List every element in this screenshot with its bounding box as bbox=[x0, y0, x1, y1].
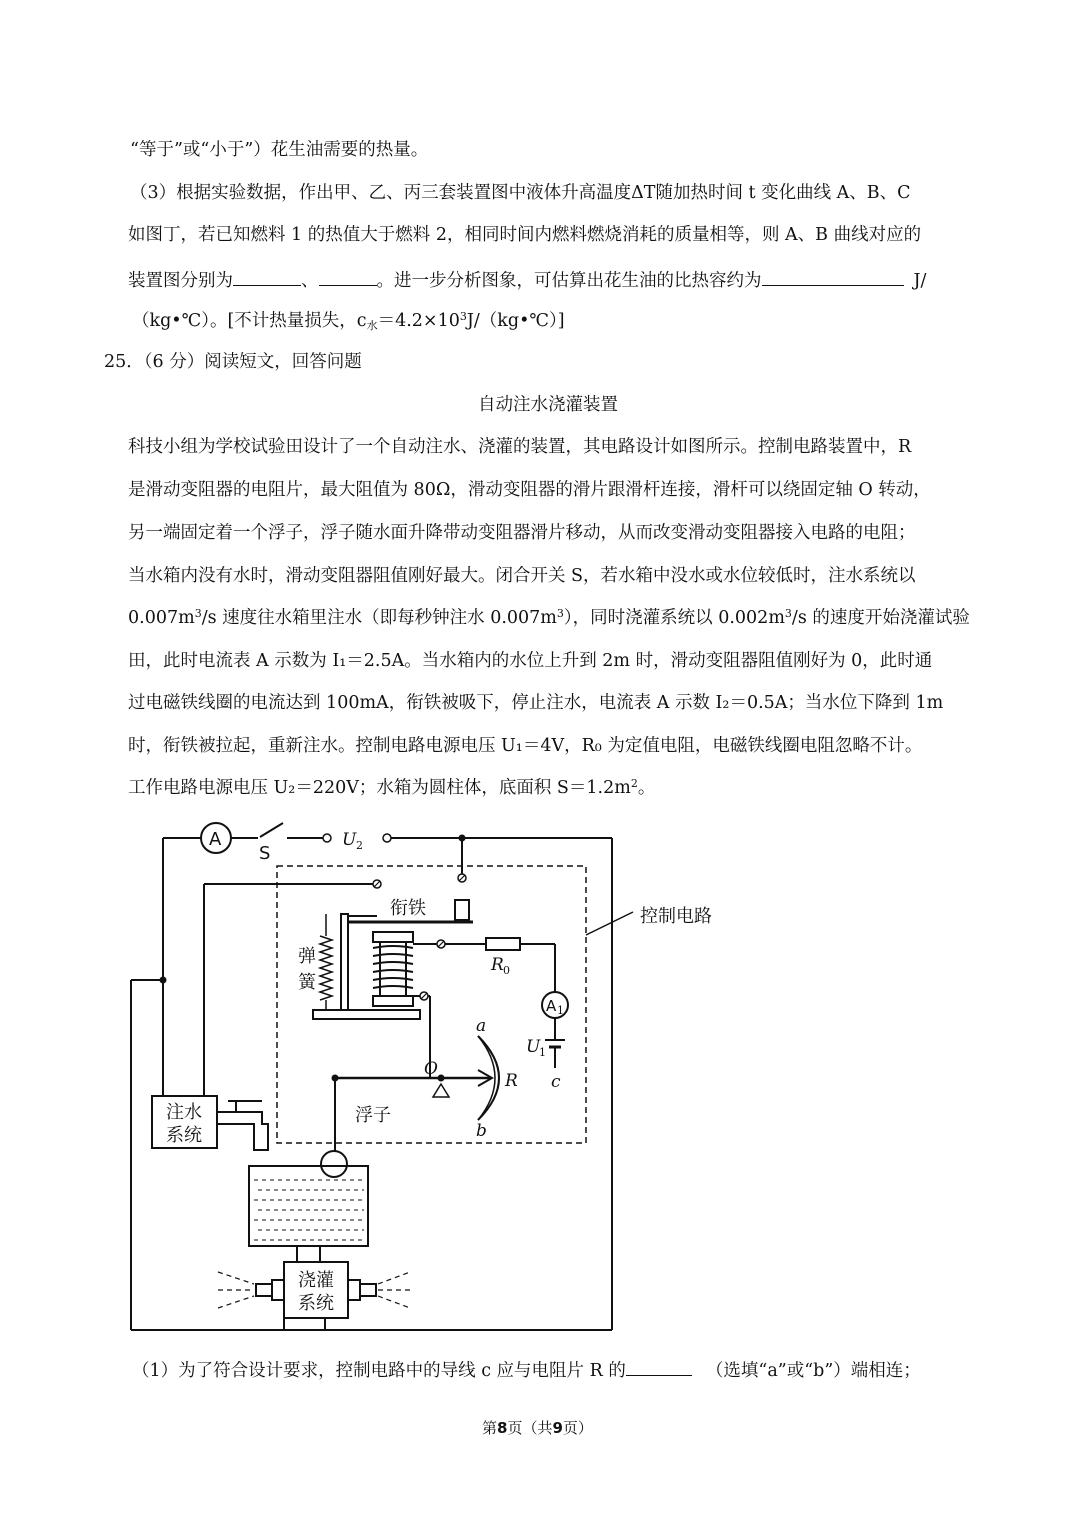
spring-coil bbox=[320, 936, 332, 1000]
float-ball bbox=[321, 1151, 347, 1177]
page-footer bbox=[482, 1417, 593, 1438]
switch-blade bbox=[260, 823, 283, 837]
coil-bottom-cap bbox=[373, 996, 413, 1006]
faucet bbox=[217, 1112, 268, 1150]
u1-sub: 1 bbox=[539, 1046, 546, 1059]
spring-label-2: 簧 bbox=[298, 972, 316, 993]
control-label-leader bbox=[586, 912, 633, 935]
q25-sup3: 3 bbox=[784, 607, 792, 620]
footer-page-number: 8 bbox=[497, 1419, 508, 1437]
float-label: 浮子 bbox=[355, 1105, 391, 1126]
r0-sub: 0 bbox=[503, 964, 510, 977]
spring-post bbox=[341, 914, 348, 1010]
q25-sub1 bbox=[132, 1357, 921, 1382]
q25-text9b: 。 bbox=[637, 778, 656, 798]
q25-text5b: /s 速度往水箱里注水（即每秒钟注水 0.007m bbox=[201, 608, 557, 628]
q25-sup2: 3 bbox=[556, 607, 564, 620]
q25-text9a: 工作电路电源电压 U₂＝220V；水箱为圆柱体，底面积 S＝1.2m bbox=[128, 778, 631, 798]
spray-left bbox=[218, 1272, 254, 1308]
pivot-o-label: O bbox=[424, 1059, 438, 1079]
terminal-a-label: a bbox=[476, 1016, 487, 1036]
q25-text1: 科技小组为学校试验田设计了一个自动注水、浇灌的装置，其电路设计如图所示。控制电路装置中，R bbox=[128, 437, 912, 457]
footer-post: 页） bbox=[562, 1419, 593, 1437]
ammeter-a1-sub: 1 bbox=[557, 1004, 564, 1017]
q25-text5c: ），同时浇灌系统以 0.002m bbox=[563, 608, 785, 628]
irrigate-label-2: 系统 bbox=[298, 1293, 334, 1314]
footer-mid: 页（共 bbox=[507, 1419, 553, 1437]
footer-total-pages: 9 bbox=[552, 1419, 563, 1437]
control-circuit-label: 控制电路 bbox=[640, 906, 712, 927]
water-lines bbox=[254, 1180, 364, 1240]
q25-header-text: 25．（6 分）阅读短文，回答问题 bbox=[104, 352, 362, 372]
q24-p3-text4c: J/（kg•℃）] bbox=[466, 311, 565, 331]
terminal-screws bbox=[374, 875, 465, 999]
q25-text2: 是滑动变阻器的电阻片，最大阻值为 80Ω，滑动变阻器的滑片跟滑杆连接，滑杆可以绕固定轴 O 转动， bbox=[128, 480, 931, 500]
nozzle-left-tip bbox=[256, 1284, 272, 1296]
q25-text3: 另一端固定着一个浮子，浮子随水面升降带动变阻器滑片移动，从而改变滑动变阻器接入电路的电阻； bbox=[128, 523, 916, 543]
armature-label: 衔铁 bbox=[390, 898, 426, 919]
u1-label: U bbox=[526, 1037, 541, 1057]
q25-text8: 时，衔铁被拉起，重新注水。控制电路电源电压 U₁＝4V，R₀ 为定值电阻，电磁铁线圈电阻忽略不计。 bbox=[128, 736, 923, 756]
q24-cont-text: “等于”或“小于”）花生油需要的热量。 bbox=[130, 140, 429, 160]
inject-label-1: 注水 bbox=[166, 1102, 202, 1123]
answer-blank-d[interactable] bbox=[626, 1357, 692, 1376]
terminal-b-label: b bbox=[476, 1121, 487, 1141]
q24-p3-text1: （3）根据实验数据，作出甲、乙、丙三套装置图中液体升高温度ΔT随加热时间 t 变化曲线 A、B、C bbox=[130, 183, 911, 203]
q25-text6: 田，此时电流表 A 示数为 I₁＝2.5A。当水箱内的水位上升到 2m 时，滑动变阻器阻值刚好为 0，此时通 bbox=[128, 651, 933, 671]
q24-p3-text3a: 装置图分别为 bbox=[128, 271, 233, 291]
q24-p3-text3d: J/ bbox=[913, 271, 927, 291]
q24-p3-text4a: （kg•℃）。[不计热量损失，c bbox=[132, 311, 367, 331]
q25-sup9: 2 bbox=[630, 777, 638, 790]
irrigate-label-1: 浇灌 bbox=[298, 1270, 334, 1291]
magnet-base bbox=[313, 1010, 420, 1019]
nozzle-left-body bbox=[272, 1280, 284, 1300]
coil-top-cap bbox=[373, 932, 413, 942]
q25-sup1: 3 bbox=[194, 607, 202, 620]
q25-text4: 当水箱内没有水时，滑动变阻器阻值刚好最大。闭合开关 S，若水箱中没水或水位较低时，注水系统以 bbox=[128, 566, 916, 586]
q24-p3-text3b: 、 bbox=[301, 271, 319, 291]
q25-text5d: /s 的速度开始浇灌试验 bbox=[791, 608, 970, 628]
q24-p3-sub: 水 bbox=[366, 319, 378, 332]
water-tank bbox=[249, 1166, 368, 1246]
q24-p3-text3c: 。进一步分析图象，可估算出花生油的比热容约为 bbox=[376, 271, 762, 291]
nozzle-right-body bbox=[348, 1280, 360, 1300]
q24-p3-text4b: ＝4.2×10 bbox=[377, 311, 460, 331]
control-circuit-box bbox=[277, 866, 586, 1143]
pivot-triangle bbox=[433, 1084, 449, 1097]
spray-right bbox=[378, 1272, 410, 1308]
switch-label: S bbox=[259, 843, 271, 864]
q25-sub1-text-b: （选填“a”或“b”）端相连； bbox=[705, 1361, 921, 1381]
footer-pre: 第 bbox=[482, 1419, 498, 1437]
inject-label-2: 系统 bbox=[166, 1125, 202, 1146]
q25-sub1-text-a: （1）为了符合设计要求，控制电路中的导线 c 应与电阻片 R 的 bbox=[132, 1361, 626, 1381]
q25-text7: 过电磁铁线圈的电流达到 100mA，衔铁被吸下，停止注水，电流表 A 示数 I₂＝0.5A；当水位下降到 1m bbox=[128, 693, 944, 713]
terminal-c-label: c bbox=[551, 1072, 561, 1092]
resistor-r-label: R bbox=[505, 1071, 518, 1091]
u2-sub: 2 bbox=[356, 839, 363, 852]
q25-title-text: 自动注水浇灌装置 bbox=[478, 395, 618, 415]
q25-text5a: 0.007m bbox=[128, 608, 195, 628]
spring-label-1: 弹 bbox=[298, 946, 316, 967]
armature-contact bbox=[455, 900, 469, 920]
resistor-r0 bbox=[486, 938, 520, 950]
ammeter-a-label: A bbox=[209, 829, 222, 850]
q24-p3-sup: 3 bbox=[459, 310, 467, 323]
r0-label: R bbox=[491, 955, 504, 975]
q24-p3-text2: 如图丁，若已知燃料 1 的热值大于燃料 2，相同时间内燃料燃烧消耗的质量相等，则 A、B 曲线对应的 bbox=[128, 225, 922, 245]
ammeter-a1-label: A bbox=[546, 997, 557, 1015]
nozzle-right-tip bbox=[360, 1284, 376, 1296]
u2-label: U bbox=[342, 830, 357, 850]
